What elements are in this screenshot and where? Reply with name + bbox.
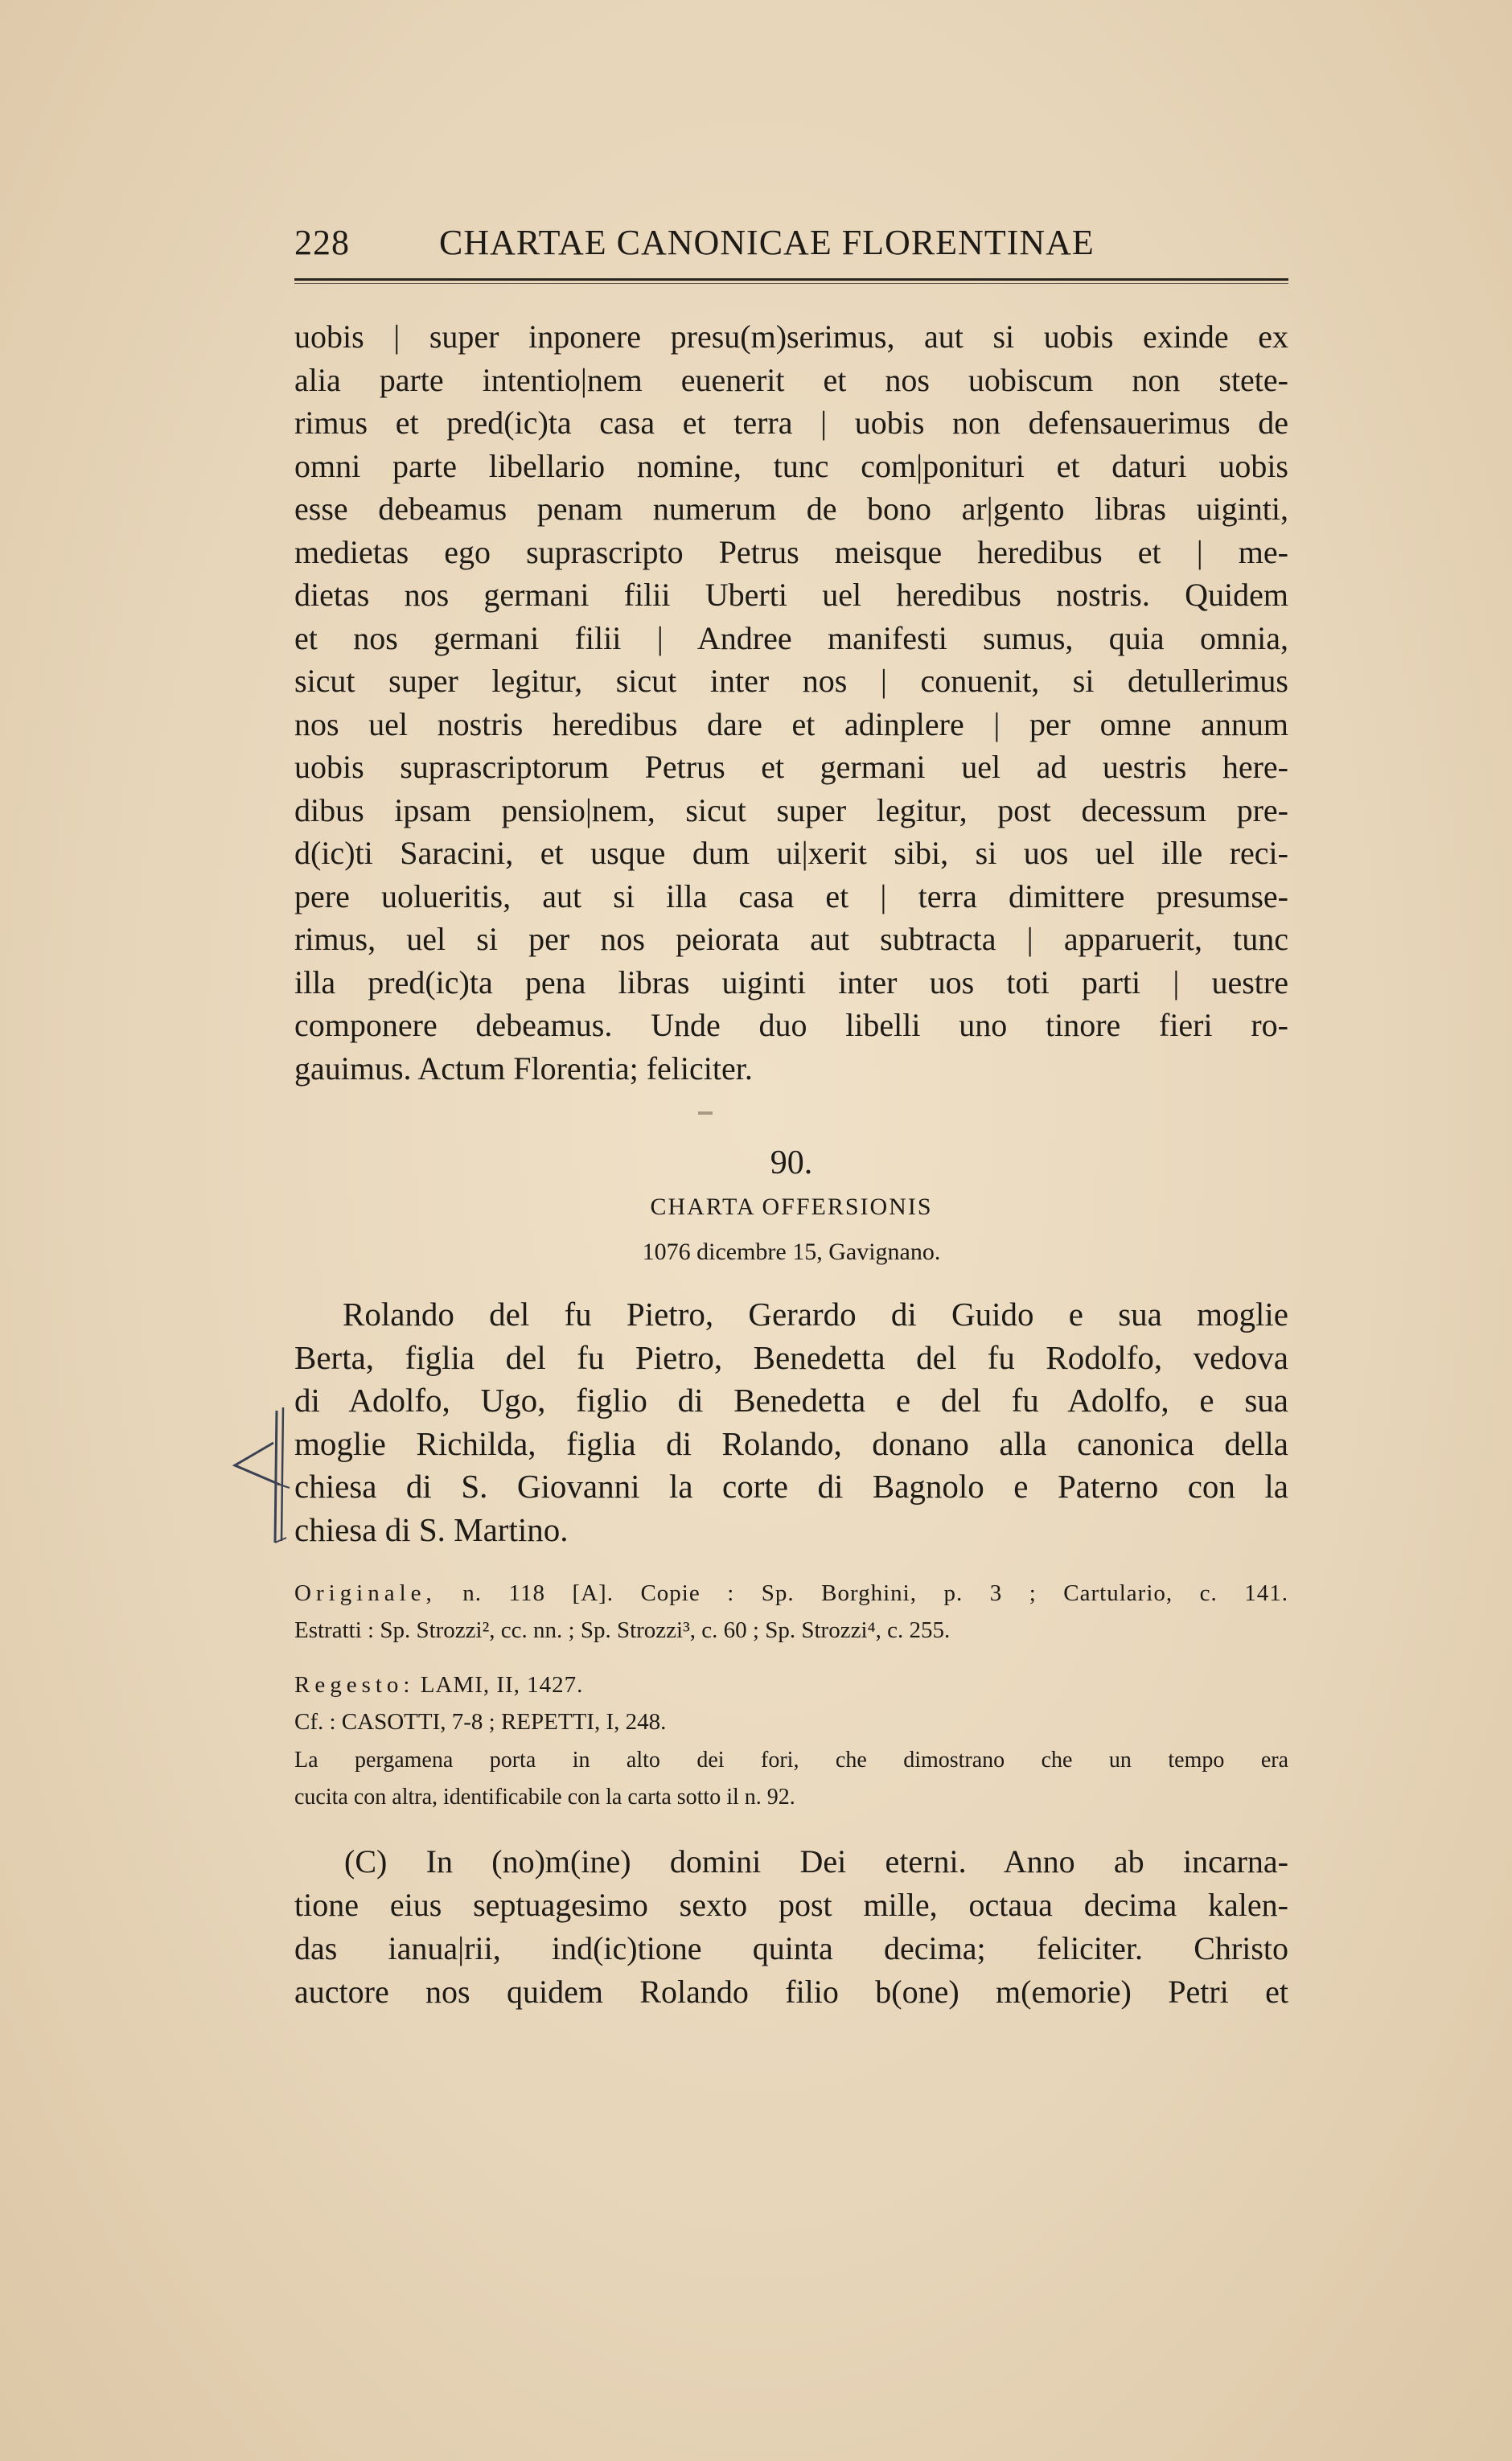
running-title: CHARTAE CANONICAE FLORENTINAE	[439, 223, 1095, 262]
text-line: d(ic)ti Saracini, et usque dum ui|xerit sibi, si uos uel ille reci-	[294, 835, 1288, 871]
text-line: sicut super legitur, sicut inter nos | conuenit, si detullerimus	[294, 663, 1288, 699]
spacer	[294, 1649, 1288, 1666]
text-line: componere debeamus. Unde duo libelli uno tinore fieri ro-	[294, 1007, 1288, 1043]
document-date: 1076 dicembre 15, Gavignano.	[642, 1239, 941, 1265]
text-line: rimus et pred(ic)ta casa et terra | uobis non defensauerimus de	[294, 405, 1288, 441]
text-line: et nos germani filii | Andree manifesti sumus, quia omnia,	[294, 619, 1288, 656]
text-line: gauimus. Actum Florentia; feliciter.	[294, 1050, 753, 1087]
page-number: 228	[294, 223, 350, 262]
sources-label: Originale,	[294, 1580, 437, 1606]
regest-line: chiesa di S. Giovanni la corte di Bagnolo e Paterno con la	[294, 1468, 1288, 1505]
sources-text: n. 118 [A]. Copie : Sp. Borghini, p. 3 ; Cartulario, c. 141.	[462, 1580, 1288, 1606]
document-number: 90.	[770, 1144, 813, 1181]
regest-line: Berta, figlia del fu Pietro, Benedetta del fu Rodolfo, vedova	[294, 1338, 1288, 1376]
handwritten-bracket-mark	[227, 1401, 299, 1546]
regest-line: di Adolfo, Ugo, figlio di Benedetta e del fu Adolfo, e sua	[294, 1382, 1288, 1419]
text-line: esse debeamus penam numerum de bono ar|gento libras uiginti,	[294, 491, 1288, 527]
regest-summary	[294, 1293, 1288, 1551]
charter-text	[294, 1840, 1288, 2014]
text-line: rimus, uel si per nos peiorata aut subtracta | apparuerit, tunc	[294, 921, 1288, 957]
text-line: uobis | super inponere presu(m)serimus, aut si uobis exinde ex	[294, 318, 1288, 355]
note-line: cucita con altra, identificabile con la carta sotto il n. 92.	[294, 1785, 795, 1810]
note-line: La pergamena porta in alto dei fori, che dimostrano che un tempo era	[294, 1748, 1288, 1773]
regest-line: moglie Richilda, figlia di Rolando, donano alla canonica della	[294, 1424, 1288, 1462]
document-title: CHARTA OFFERSIONIS	[650, 1194, 933, 1220]
charter-line: das ianua|rii, ind(ic)tione quinta decima; feliciter. Christo	[294, 1930, 1288, 1966]
text-line: medietas ego suprascripto Petrus meisque heredibus et | me-	[294, 533, 1288, 570]
sources-line: Cf. : CASOTTI, 7-8 ; REPETTI, I, 248.	[294, 1709, 667, 1735]
decorative-dash	[698, 1111, 713, 1115]
sources-label: Regesto:	[294, 1672, 415, 1698]
editorial-note	[294, 1742, 1288, 1816]
header-rule-thin	[294, 283, 1288, 284]
charter-line: auctore nos quidem Rolando filio b(one) m(emorie) Petri et	[294, 1974, 1288, 2010]
text-line: nos uel nostris heredibus dare et adinplere | per omne annum	[294, 705, 1288, 742]
text-line: dietas nos germani filii Uberti uel heredibus nostris. Quidem	[294, 577, 1288, 613]
regest-line: Rolando del fu Pietro, Gerardo di Guido e sua moglie	[343, 1296, 1288, 1333]
regest-line: chiesa di S. Martino.	[294, 1510, 569, 1548]
charter-line: tione eius septuagesimo sexto post mille, octaua decima kalen-	[294, 1887, 1288, 1923]
charter-line: (C) In (no)m(ine) domini Dei eterni. Anno ab incarna-	[344, 1843, 1288, 1880]
sources-text: LAMI, II, 1427.	[420, 1672, 584, 1698]
text-line: uobis suprascriptorum Petrus et germani uel ad uestris here-	[294, 749, 1288, 785]
sources-line: Estratti : Sp. Strozzi², cc. nn. ; Sp. Strozzi³, c. 60 ; Sp. Strozzi⁴, c. 255.	[294, 1617, 951, 1643]
text-line: pere uolueritis, aut si illa casa et | terra dimittere presumse-	[294, 877, 1288, 914]
sources-line	[294, 1666, 1288, 1703]
continued-charter-text	[294, 315, 1288, 1090]
sources-apparatus	[294, 1575, 1288, 1740]
header-rule	[294, 278, 1288, 281]
text-line: alia parte intentio|nem euenerit et nos uobiscum non stete-	[294, 361, 1288, 398]
sources-line	[294, 1575, 1288, 1612]
text-line: illa pred(ic)ta pena libras uiginti inter uos toti parti | uestre	[294, 963, 1288, 1000]
text-line: omni parte libellario nomine, tunc com|ponituri et daturi uobis	[294, 447, 1288, 484]
text-line: dibus ipsam pensio|nem, sicut super legitur, post decessum pre-	[294, 791, 1288, 828]
